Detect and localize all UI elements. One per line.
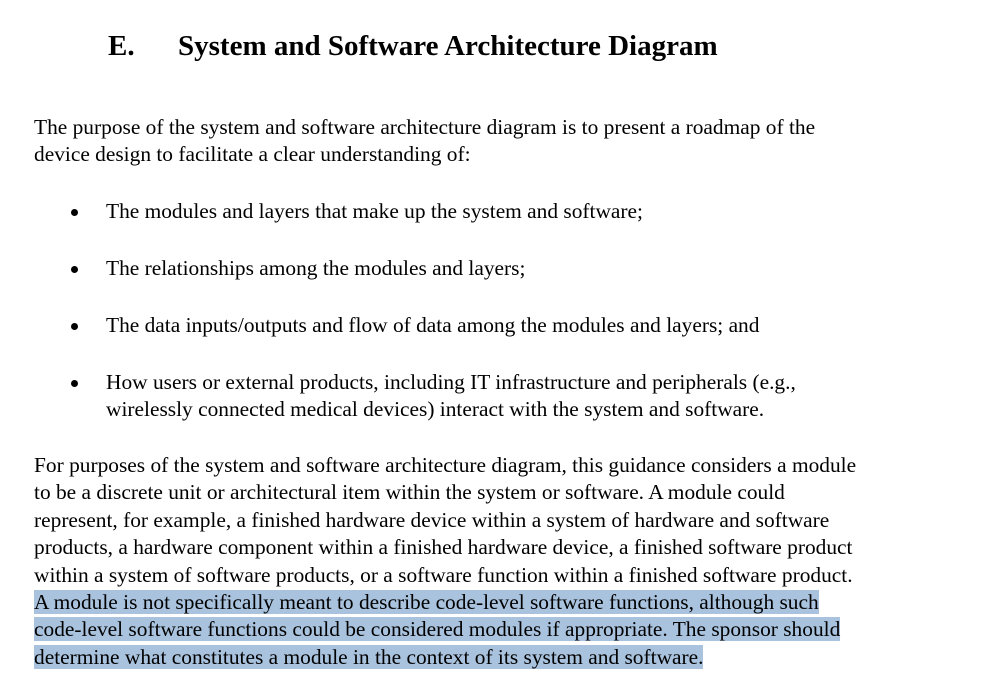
module-definition-paragraph <box>34 452 856 671</box>
bullet-text <box>106 369 796 424</box>
bullet-dot-icon <box>71 323 78 330</box>
bullet-dot-icon <box>71 380 78 387</box>
body-line-2: to be a discrete unit or architectural item within the system or software. A module could <box>34 480 785 505</box>
highlighted-text-line-3[interactable]: determine what constitutes a module in the context of its system and software. <box>34 644 704 669</box>
section-letter: E. <box>108 30 135 62</box>
body-line-3: represent, for example, a finished hardware device within a system of hardware and software <box>34 507 830 532</box>
intro-paragraph <box>34 114 815 169</box>
bullet-text: The modules and layers that make up the system and software; <box>106 199 643 223</box>
bullet-text-line-1: How users or external products, including IT infrastructure and peripherals (e.g., <box>106 370 796 394</box>
body-line-4: products, a hardware component within a finished hardware device, a finished software product <box>34 535 853 560</box>
highlighted-text-line-2[interactable]: code-level software functions could be considered modules if appropriate. The sponsor should <box>34 617 841 642</box>
body-line-5: within a system of software products, or a software function within a finished software product. <box>34 562 853 587</box>
section-heading <box>108 28 718 64</box>
bullet-dot-icon <box>71 266 78 273</box>
section-title: System and Software Architecture Diagram <box>178 30 718 62</box>
bullet-text: The data inputs/outputs and flow of data among the modules and layers; and <box>106 313 760 337</box>
intro-line-1: The purpose of the system and software architecture diagram is to present a roadmap of the <box>34 115 816 139</box>
body-line-1: For purposes of the system and software architecture diagram, this guidance considers a module <box>34 453 857 477</box>
bullet-text-line-2: wirelessly connected medical devices) interact with the system and software. <box>106 397 765 422</box>
highlighted-text-line-1[interactable]: A module is not specifically meant to describe code-level software functions, although such <box>34 590 819 615</box>
intro-line-2: device design to facilitate a clear understanding of: <box>34 142 471 167</box>
bullet-text: The relationships among the modules and layers; <box>106 256 526 280</box>
bullet-dot-icon <box>71 209 78 216</box>
